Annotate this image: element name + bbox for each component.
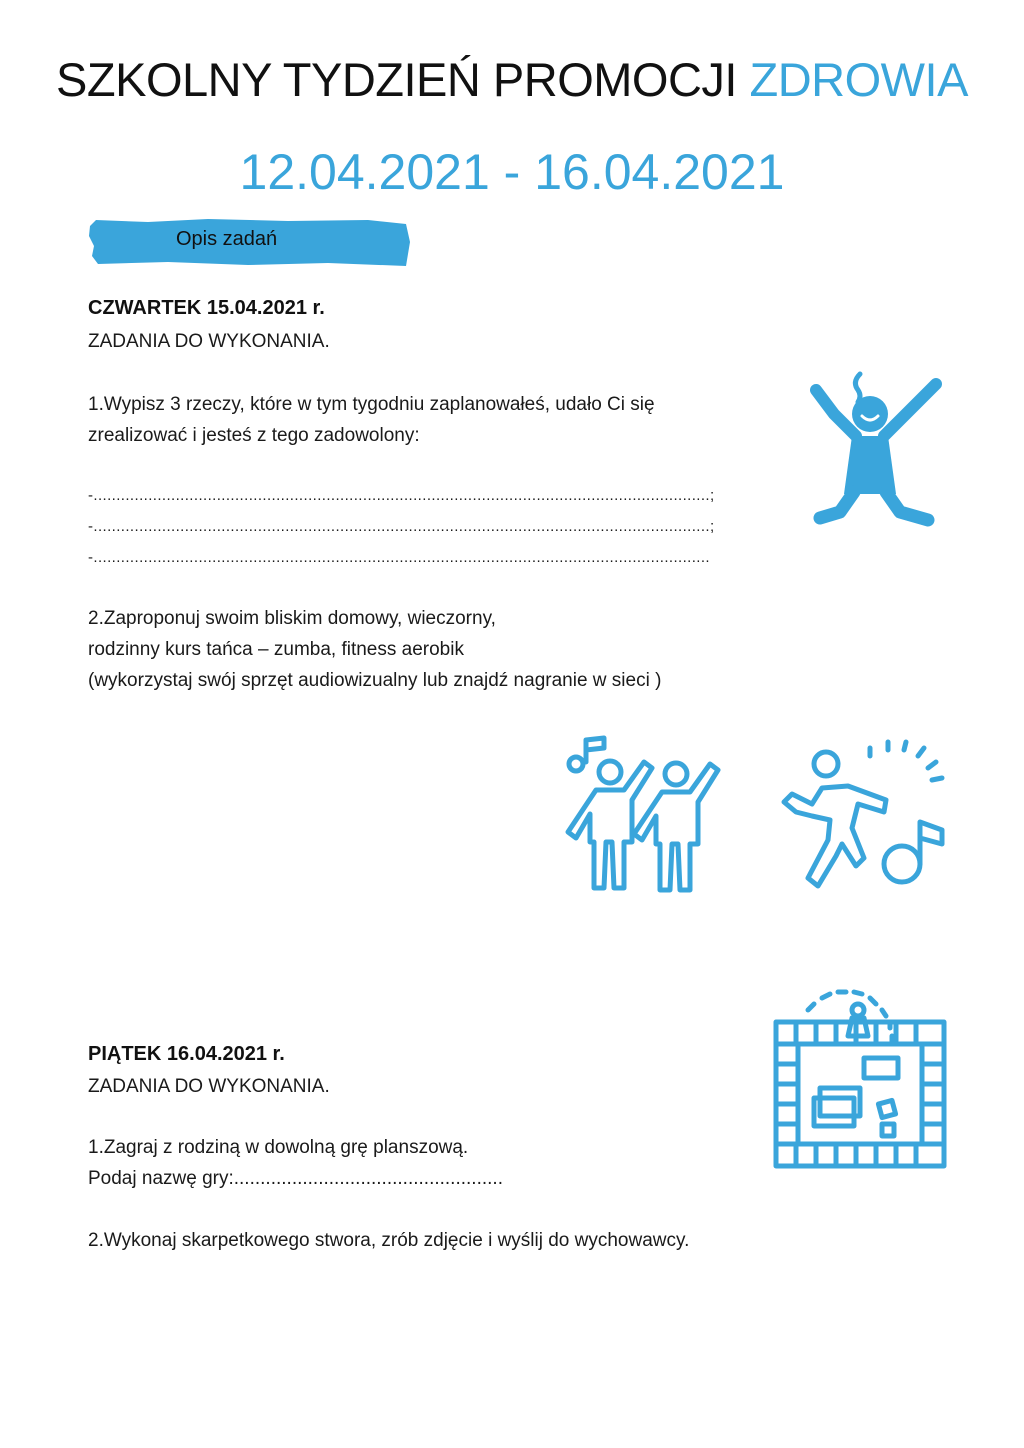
thursday-task2-line2: rodzinny kurs tańca – zumba, fitness aerobik xyxy=(88,639,464,660)
thursday-task2-line1: 2.Zaproponuj swoim bliskim domowy, wieczorny, xyxy=(88,608,496,629)
friday-task1-line1: 1.Zagraj z rodziną w dowolną grę planszową. xyxy=(88,1137,469,1158)
blank-line-3: -....................................................................................................................................... xyxy=(88,549,711,566)
page-title xyxy=(0,52,1024,107)
friday-task1-line2: Podaj nazwę gry:................................................... xyxy=(88,1168,503,1189)
thursday-heading: CZWARTEK 15.04.2021 r. xyxy=(88,297,325,319)
blank-line-2: -.......................................................................................................................................; xyxy=(88,518,715,535)
friday-task2-line1: 2.Wykonaj skarpetkowego stwora, zrób zdjęcie i wyślij do wychowawcy. xyxy=(88,1230,690,1251)
dancing-people-icon xyxy=(562,734,728,896)
blank-line-1: -.......................................................................................................................................; xyxy=(88,487,715,504)
thursday-task1-line1: 1.Wypisz 3 rzeczy, które w tym tygodniu zaplanowałeś, udało Ci się xyxy=(88,394,655,415)
dancer-with-music-icon xyxy=(778,736,950,896)
thursday-task1-line2: zrealizować i jesteś z tego zadowolony: xyxy=(88,425,420,446)
jumping-girl-icon xyxy=(800,366,950,532)
title-main: SZKOLNY TYDZIEŃ PROMOCJI xyxy=(56,53,737,106)
friday-heading: PIĄTEK 16.04.2021 r. xyxy=(88,1043,285,1065)
thursday-subheading: ZADANIA DO WYKONANIA. xyxy=(88,331,330,352)
friday-subheading: ZADANIA DO WYKONANIA. xyxy=(88,1076,330,1097)
thursday-task2-line3: (wykorzystaj swój sprzęt audiowizualny lub znajdź nagranie w sieci ) xyxy=(88,670,662,691)
date-range: 12.04.2021 - 16.04.2021 xyxy=(239,144,785,200)
title-accent: ZDROWIA xyxy=(749,53,968,106)
section-tag xyxy=(88,216,412,268)
board-game-icon xyxy=(770,988,950,1170)
section-tag-label: Opis zadań xyxy=(176,228,278,250)
